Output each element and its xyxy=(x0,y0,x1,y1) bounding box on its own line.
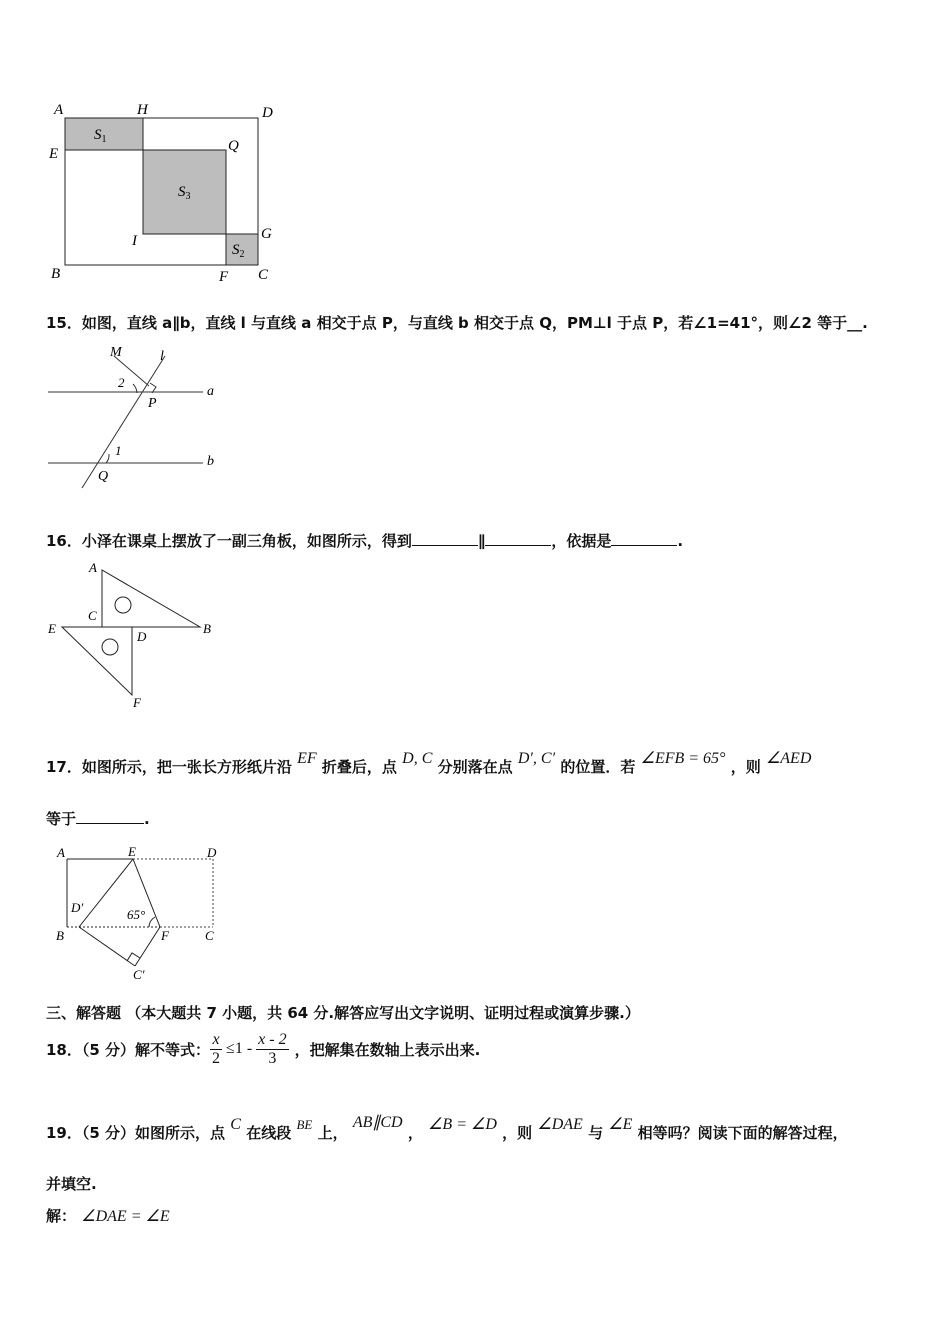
section3-heading: 三、解答题 （本大题共 7 小题，共 64 分.解答应写出文字说明、证明过程或演算步骤.） xyxy=(46,1004,640,1022)
label-2: 2 xyxy=(118,375,125,390)
figure-rectangle-squares xyxy=(40,95,290,290)
q19-sol-math: ∠DAE = ∠E xyxy=(81,1208,170,1225)
q17-math-dpcp: D′, C′ xyxy=(517,750,556,767)
label-C: C xyxy=(205,928,214,943)
label-b: b xyxy=(207,454,214,469)
q19-part6: 与 xyxy=(588,1124,604,1142)
q19-sol-label: 解： xyxy=(46,1207,77,1225)
label-A: A xyxy=(57,845,65,860)
s2-sub: 2 xyxy=(239,249,245,260)
q17-blank[interactable] xyxy=(76,809,144,824)
q18-frac1-den: 2 xyxy=(212,1049,221,1067)
q18-prefix: 18．（5 分）解不等式： xyxy=(46,1040,211,1059)
s1-label: S xyxy=(94,127,102,143)
q19-part2: 在线段 xyxy=(246,1124,292,1142)
q19-part4: ， xyxy=(407,1124,423,1142)
q16-parallel: ∥ xyxy=(477,532,486,550)
q18-frac2-den: 3 xyxy=(268,1049,277,1067)
q18-frac2 xyxy=(256,1031,288,1068)
q16-end: . xyxy=(677,532,684,550)
q17-math-efb: ∠EFB = 65° xyxy=(640,750,726,767)
q18-frac2-num: x - 2 xyxy=(258,1030,287,1048)
q19-math-abcd: AB∥CD xyxy=(352,1114,403,1131)
label-B: B xyxy=(203,621,211,636)
figure-triangle-rulers xyxy=(40,560,230,710)
q17-line2-prefix: 等于 xyxy=(46,810,77,828)
label-P: P xyxy=(148,396,157,411)
q16-blank-3[interactable] xyxy=(611,531,677,546)
q17-line2-end: . xyxy=(144,810,150,828)
label-I: I xyxy=(132,233,137,249)
q18-frac1 xyxy=(210,1031,222,1068)
label-65: 65° xyxy=(127,907,146,922)
label-B: B xyxy=(51,266,61,282)
q18-suffix: ，把解集在数轴上表示出来. xyxy=(294,1040,481,1059)
q18-frac1-num: x xyxy=(210,1031,222,1050)
s2-label: S xyxy=(232,242,240,258)
label-a: a xyxy=(207,384,214,399)
label-C: C xyxy=(258,267,269,283)
label-Cprime: C′ xyxy=(133,967,145,980)
q17-math-dc: D, C xyxy=(402,750,433,767)
q17-text xyxy=(46,750,812,777)
s3-label: S xyxy=(178,184,186,200)
label-B: B xyxy=(56,928,64,943)
q18-text xyxy=(46,1026,480,1072)
q19-part5: ，则 xyxy=(502,1124,533,1142)
q19-math-bd: ∠B = ∠D xyxy=(428,1116,497,1133)
label-E: E xyxy=(49,146,59,162)
q17-part3: 分别落在点 xyxy=(437,758,513,776)
q17-part4: 的位置．若 xyxy=(560,758,636,776)
label-D: D xyxy=(262,105,273,121)
q19-part1: 19．（5 分）如图所示，点 xyxy=(46,1124,226,1142)
label-D: D xyxy=(137,629,147,644)
label-G: G xyxy=(261,226,272,242)
label-E: E xyxy=(128,844,136,859)
q16-basis: ，依据是 xyxy=(551,532,612,550)
q19-math-be: BE xyxy=(296,1117,313,1132)
q19-solution xyxy=(46,1205,170,1226)
label-F: F xyxy=(161,928,169,943)
label-A: A xyxy=(54,102,64,118)
label-A: A xyxy=(89,560,97,575)
q19-text xyxy=(46,1114,848,1143)
label-l: l xyxy=(160,349,164,364)
figure-folded-paper xyxy=(45,840,235,980)
label-C: C xyxy=(88,608,97,623)
q17-math-ef: EF xyxy=(297,750,317,767)
label-H: H xyxy=(137,102,148,118)
q15-text: 15．如图，直线 a∥b，直线 l 与直线 a 相交于点 P，与直线 b 相交于点 Q，PM⊥l 于点 P，若∠1=41°，则∠2 等于__. xyxy=(46,314,868,332)
label-1: 1 xyxy=(115,443,122,458)
label-Q: Q xyxy=(98,469,109,484)
s3-sub: 3 xyxy=(185,191,191,202)
q16-blank-1[interactable] xyxy=(412,531,478,546)
q19-part3: 上， xyxy=(317,1124,348,1142)
label-F: F xyxy=(219,269,229,285)
s1-sub: 1 xyxy=(101,134,107,145)
q17-math-aed: ∠AED xyxy=(765,750,812,767)
q17-part1: 17．如图所示，把一张长方形纸片沿 xyxy=(46,758,292,776)
q17-part5: ，则 xyxy=(730,758,761,776)
q18-mid: ≤1 - xyxy=(226,1040,253,1057)
label-Q: Q xyxy=(228,138,239,154)
label-F: F xyxy=(133,695,141,710)
q16-text xyxy=(46,530,683,551)
label-M: M xyxy=(110,345,122,360)
figure-parallel-lines xyxy=(40,340,230,495)
q19-math-e: ∠E xyxy=(608,1116,633,1133)
q17-part2: 折叠后，点 xyxy=(321,758,397,776)
label-E: E xyxy=(48,621,56,636)
q19-line2: 并填空. xyxy=(46,1175,97,1193)
q17-line2 xyxy=(46,808,150,829)
q16-blank-2[interactable] xyxy=(485,531,551,546)
q19-math-c: C xyxy=(230,1116,241,1133)
q19-part7: 相等吗？阅读下面的解答过程， xyxy=(637,1124,848,1142)
q16-prefix: 16．小泽在课桌上摆放了一副三角板，如图所示，得到 xyxy=(46,532,412,550)
label-Dprime: D′ xyxy=(71,900,84,915)
q19-math-dae: ∠DAE xyxy=(537,1116,583,1133)
label-D: D xyxy=(207,845,217,860)
